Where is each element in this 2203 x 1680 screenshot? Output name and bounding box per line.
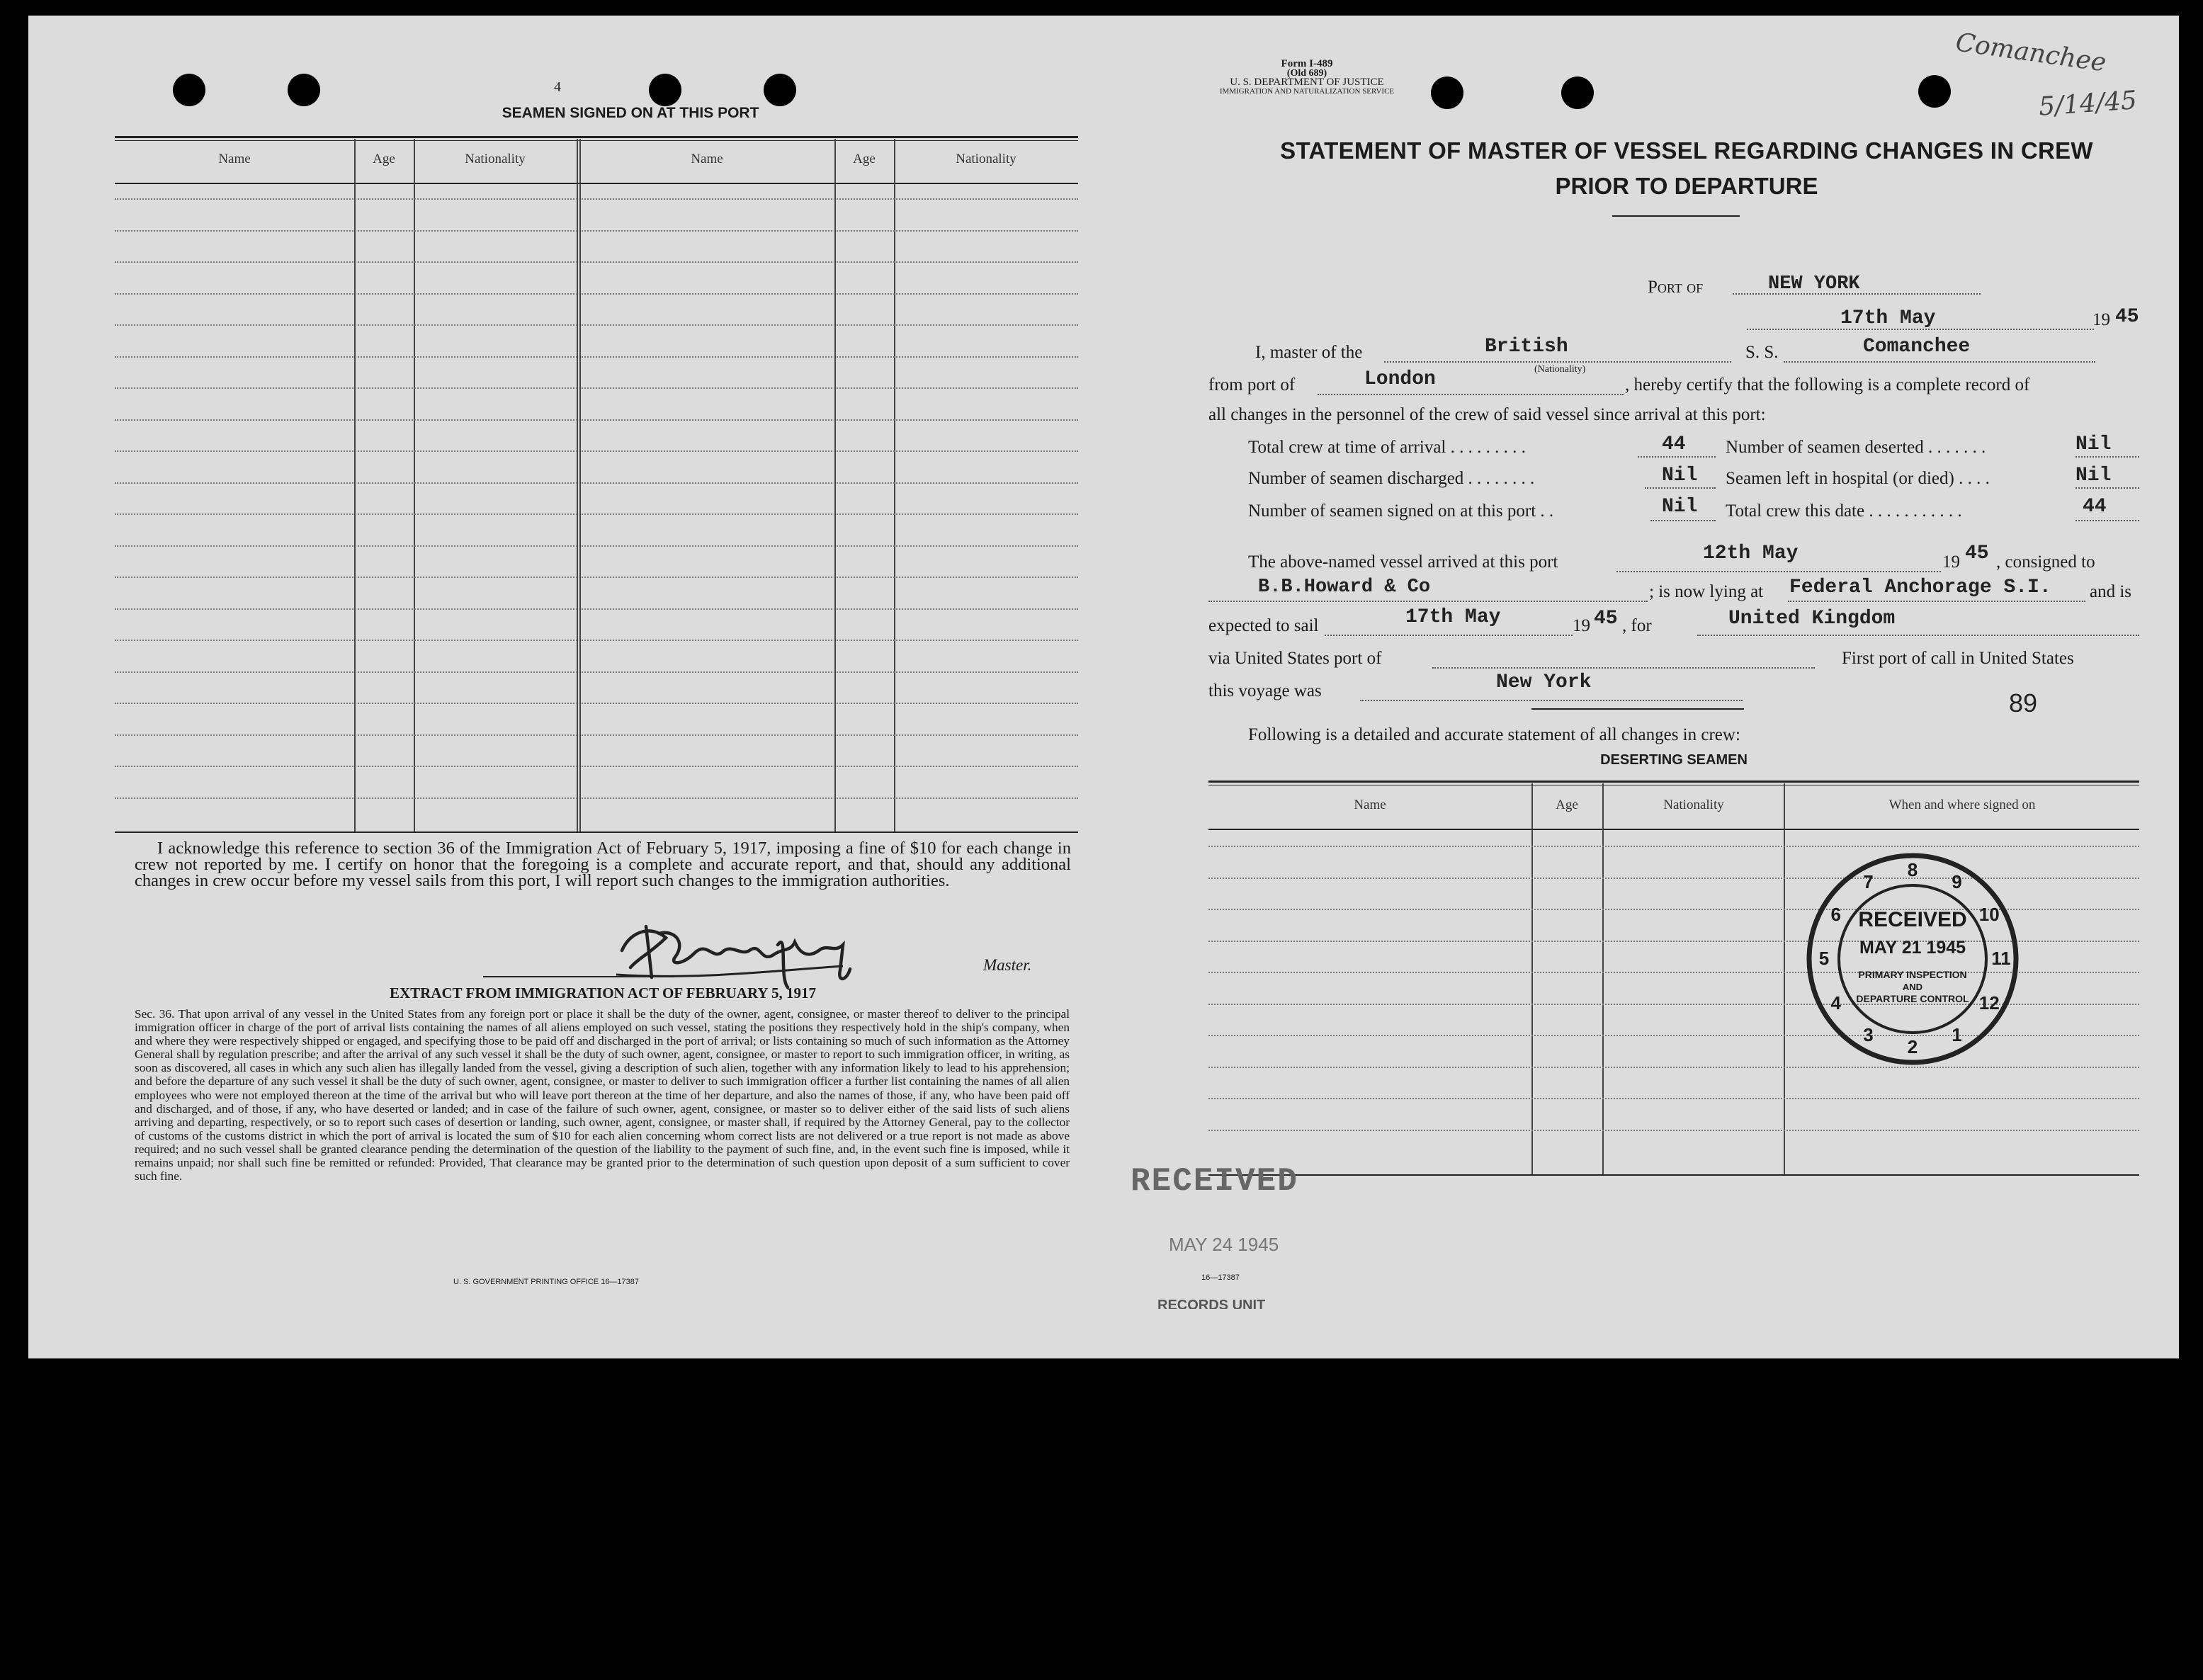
seamen-signed-on-label: Number of seamen signed on at this port . . xyxy=(1248,501,1554,521)
table-row xyxy=(115,293,1078,295)
table-row xyxy=(115,766,1078,767)
received-stamp: RECEIVED xyxy=(1131,1163,1298,1200)
table-row xyxy=(115,230,1078,232)
table-row xyxy=(115,324,1078,326)
column-divider xyxy=(894,139,895,833)
stamp-ring-number: 4 xyxy=(1830,992,1841,1014)
column-header: Age xyxy=(853,152,876,166)
stamp-ring-number: 11 xyxy=(1991,948,2011,969)
table-row xyxy=(1208,1130,2139,1131)
punch-hole xyxy=(764,74,796,106)
stat-field xyxy=(1650,520,1716,521)
total-crew-date-value: 44 xyxy=(2083,496,2107,518)
lying-label: ; is now lying at xyxy=(1649,582,1764,601)
column-divider xyxy=(354,139,356,833)
table-row xyxy=(115,450,1078,452)
voyage-field xyxy=(1360,700,1743,701)
received-date: MAY 24 1945 xyxy=(1169,1234,1279,1255)
table-row xyxy=(115,356,1078,358)
table-row xyxy=(115,798,1078,799)
stat-field xyxy=(2075,520,2139,521)
stat-field xyxy=(1645,487,1716,489)
table-row xyxy=(115,261,1078,263)
port-value: NEW YORK xyxy=(1768,273,1860,295)
total-crew-arrival-value: 44 xyxy=(1662,433,1686,455)
column-header: Nationality xyxy=(465,152,526,166)
ss-label: S. S. xyxy=(1745,343,1779,362)
inspection-stamp xyxy=(1805,851,2020,1067)
table-row xyxy=(115,545,1078,547)
voyage-label: this voyage was xyxy=(1208,681,1322,700)
punch-hole xyxy=(649,74,681,106)
table-row xyxy=(1208,846,2139,847)
statement-subtitle: PRIOR TO DEPARTURE xyxy=(1555,173,1818,199)
stamp-ring-number: 10 xyxy=(1978,903,2000,925)
column-header: When and where signed on xyxy=(1888,798,2036,812)
table-top-rule xyxy=(1208,781,2139,783)
consigned-label: , consigned to xyxy=(1996,552,2095,572)
stamp-ring-number: 12 xyxy=(1978,992,2000,1014)
handwritten-vessel-note: Comanchee xyxy=(1954,28,2108,78)
acknowledgement-text: I acknowledge this reference to section 36 of the Immigration Act of February 5, 1917, imposing a fine of $10 for each change in crew not reported by me. I certify on honor that the foregoing is a complete and accurate report, and that, should any additional changes in crew occur before my vessel sails from this port, I will report such changes to the immigration authorities. xyxy=(135,839,1071,890)
page-number: 4 xyxy=(554,79,561,95)
table-row xyxy=(115,734,1078,736)
stamp-ring-number: 5 xyxy=(1818,948,1830,969)
table-row xyxy=(115,482,1078,484)
stat-field xyxy=(1638,456,1716,458)
column-header: Age xyxy=(1556,798,1578,812)
arrived-value: 12th May xyxy=(1703,543,1799,564)
table-row xyxy=(115,608,1078,610)
column-header: Name xyxy=(1354,798,1386,812)
from-port-label: from port of xyxy=(1208,375,1296,395)
port-label: Port of xyxy=(1648,278,1704,297)
stamp-ring-number: 2 xyxy=(1907,1036,1918,1057)
seamen-deserted-value: Nil xyxy=(2075,433,2112,455)
nationality-field xyxy=(1384,361,1731,363)
seamen-hospital-label: Seamen left in hospital (or died) . . . . xyxy=(1726,469,1990,488)
old-form-number: (Old 689) xyxy=(1286,68,1327,79)
lying-value: Federal Anchorage S.I. xyxy=(1789,577,2051,598)
service-name: IMMIGRATION AND NATURALIZATION SERVICE xyxy=(1219,87,1395,96)
punch-hole xyxy=(288,74,320,106)
punch-hole xyxy=(173,74,205,106)
seamen-signed-on-value: Nil xyxy=(1662,496,1698,518)
stat-field xyxy=(2075,456,2139,458)
for-label: , for xyxy=(1622,616,1652,635)
table-bottom-rule xyxy=(115,832,1078,833)
column-header: Name xyxy=(691,152,723,166)
table-row xyxy=(115,703,1078,704)
sail-value: 17th May xyxy=(1405,606,1501,628)
following-text: Following is a detailed and accurate statement of all changes in crew: xyxy=(1248,725,1740,744)
voyage-value: New York xyxy=(1496,671,1592,693)
table-header-rule xyxy=(1208,829,2139,830)
column-header: Nationality xyxy=(1663,798,1724,812)
stamp-ring-number: 6 xyxy=(1830,903,1841,925)
page-mark: 89 xyxy=(2009,688,2038,717)
table-row xyxy=(115,419,1078,421)
handwritten-date-note: 5/14/45 xyxy=(2037,86,2139,122)
stamp-ring-number: 1 xyxy=(1952,1024,1962,1046)
column-divider xyxy=(834,139,836,833)
column-header: Name xyxy=(218,152,251,166)
table-top-rule xyxy=(115,140,1078,141)
table-top-rule xyxy=(115,136,1078,138)
date-value: 17th May xyxy=(1840,307,1936,329)
stamp-ring-number: 8 xyxy=(1907,859,1918,880)
seamen-deserted-label: Number of seamen deserted . . . . . . . xyxy=(1726,438,1986,457)
stamp-ring-number: 7 xyxy=(1863,870,1874,892)
vessel-field xyxy=(1784,361,2095,363)
consignee-value: B.B.Howard & Co xyxy=(1258,577,1431,598)
total-crew-arrival-label: Total crew at time of arrival . . . . . . . . . xyxy=(1248,438,1526,457)
extract-text: Sec. 36. That upon arrival of any vessel in the United States from any foreign port or place it shall be the duty of the owner, agent, consignee, or master thereof to deliver to the principal immigration officer in charge of the port of arrival lists containing the names of all aliens employed on such vessel, stating the positions they respectively hold in the ship's company, when and where they were respectively shipped or engaged, and specifying those to be paid off and discharged in the port of arrival; or lists containing so much of such information as the Attorney General shall by regulation prescribe; and after the arrival of any such vessel it shall be the duty of such owner, agent, consignee, or master to report to such immigration officer, in writing, as soon as discovered, all cases in which any such alien has illegally landed from the vessel, giving a description of such alien, together with any information likely to lead to his apprehension; and before the departure of any such vessel it shall be the duty of such owner, agent, consignee, or master to deliver to such immigration officer a further list containing the names of all alien employees who were not employed thereon at the time of the arrival but who will leave port thereon at the time of her departure, and also the names of those, if any, who have been paid off and discharged, and of those, if any, who have deserted or landed; and in case of the failure of such owner, agent, consignee, or master so to deliver either of the said lists of such aliens arriving and departing, respectively, or so to report such cases of desertion or landing, such owner, agent, consignee, or master shall, if required by the Attorney General, pay to the collector of customs of the customs district in which the port of arrival is located the sum of $10 for each alien concerning whom correct lists are not delivered or a true report is not made as above required; and no such vessel shall be granted clearance pending the determination of the question of the liability to the payment of such fine, and, in the event such fine is imposed, while it remains unpaid; nor shall such fine be remitted or refunded: Provided, That clearance may be granted prior to the determination of such question upon deposit of a sum sufficient to cover such fine. xyxy=(135,1007,1070,1184)
form-header xyxy=(1190,59,1424,96)
table-row xyxy=(115,513,1078,515)
year-prefix: 19 xyxy=(1942,552,1960,572)
from-port-field xyxy=(1318,394,1624,395)
nationality-caption: (Nationality) xyxy=(1534,364,1586,375)
stamp-line: PRIMARY INSPECTION xyxy=(1858,969,1967,980)
seamen-hospital-value: Nil xyxy=(2075,465,2112,487)
column-divider xyxy=(414,139,415,833)
deserting-title: DESERTING SEAMEN xyxy=(1600,752,1748,768)
form-number: Form I-489 xyxy=(1281,58,1333,69)
year-prefix: 19 xyxy=(2092,310,2110,329)
stamp-received: RECEIVED xyxy=(1858,908,1967,931)
first-port-label: First port of call in United States xyxy=(1842,649,2074,668)
arrived-label: The above-named vessel arrived at this port xyxy=(1248,552,1558,572)
stamp-line: AND xyxy=(1902,982,1923,992)
via-label: via United States port of xyxy=(1208,649,1382,668)
punch-hole xyxy=(1431,76,1463,109)
column-divider xyxy=(1531,783,1533,1174)
via-field xyxy=(1432,667,1815,669)
table-row xyxy=(1208,1098,2139,1099)
arrived-year: 45 xyxy=(1965,543,1989,564)
stamp-line: DEPARTURE CONTROL xyxy=(1856,993,1969,1004)
arrived-field xyxy=(1616,571,1941,572)
nationality-value: British xyxy=(1485,336,1568,358)
divider-rule xyxy=(1612,215,1740,217)
table-row xyxy=(115,198,1078,200)
lying-field xyxy=(1788,601,2085,602)
and-is-label: and is xyxy=(2090,582,2132,601)
seamen-signed-title: SEAMEN SIGNED ON AT THIS PORT xyxy=(502,105,759,121)
extract-title: EXTRACT FROM IMMIGRATION ACT OF FEBRUARY 5, 1917 xyxy=(389,984,817,1001)
divider-rule xyxy=(1531,708,1744,710)
table-bottom-rule xyxy=(1208,1174,2139,1176)
punch-hole xyxy=(1561,76,1594,109)
department-name: U. S. DEPARTMENT OF JUSTICE xyxy=(1230,76,1384,88)
seamen-discharged-value: Nil xyxy=(1662,465,1698,487)
column-divider xyxy=(577,139,578,833)
document-sheet xyxy=(28,16,2179,1358)
column-divider xyxy=(579,139,581,833)
consignee-field xyxy=(1208,601,1648,602)
master-label: Master. xyxy=(983,956,1032,974)
stat-field xyxy=(2075,487,2139,489)
seamen-discharged-label: Number of seamen discharged . . . . . . . . xyxy=(1248,469,1535,488)
table-row xyxy=(115,577,1078,578)
stamp-ring-number: 9 xyxy=(1952,870,1962,892)
destination-value: United Kingdom xyxy=(1728,608,1896,630)
column-divider xyxy=(1784,783,1785,1174)
column-divider xyxy=(1602,783,1604,1174)
stamp-ring-number: 3 xyxy=(1863,1024,1874,1046)
column-header: Age xyxy=(373,152,395,166)
records-unit-stamp: RECORDS UNIT xyxy=(1157,1298,1266,1309)
stamp-date: MAY 21 1945 xyxy=(1859,938,1966,958)
table-header-rule xyxy=(115,183,1078,184)
destination-field xyxy=(1697,635,2139,636)
vessel-value: Comanchee xyxy=(1863,336,1971,358)
footer-code: 16—17387 xyxy=(1201,1273,1240,1282)
divider-rule xyxy=(483,976,674,977)
table-row xyxy=(115,387,1078,389)
table-row xyxy=(115,671,1078,673)
statement-title: STATEMENT OF MASTER OF VESSEL REGARDING CHANGES IN CREW xyxy=(1280,137,2093,164)
year-prefix: 19 xyxy=(1573,616,1590,635)
punch-hole xyxy=(1918,75,1951,108)
master-of-label: I, master of the xyxy=(1255,343,1363,362)
table-row xyxy=(115,640,1078,641)
column-header: Nationality xyxy=(956,152,1016,166)
certify-text-continued: all changes in the personnel of the crew of said vessel since arrival at this port: xyxy=(1208,405,1766,424)
total-crew-date-label: Total crew this date . . . . . . . . . . . xyxy=(1726,501,1962,521)
sail-field xyxy=(1325,635,1573,636)
sail-year: 45 xyxy=(1594,608,1618,630)
expected-label: expected to sail xyxy=(1208,616,1319,635)
date-year: 45 xyxy=(2115,306,2139,328)
master-signature xyxy=(609,909,942,994)
from-port-value: London xyxy=(1364,368,1436,390)
certify-text: , hereby certify that the following is a complete record of xyxy=(1625,375,2030,395)
printing-office: U. S. GOVERNMENT PRINTING OFFICE 16—17387 xyxy=(453,1278,640,1286)
